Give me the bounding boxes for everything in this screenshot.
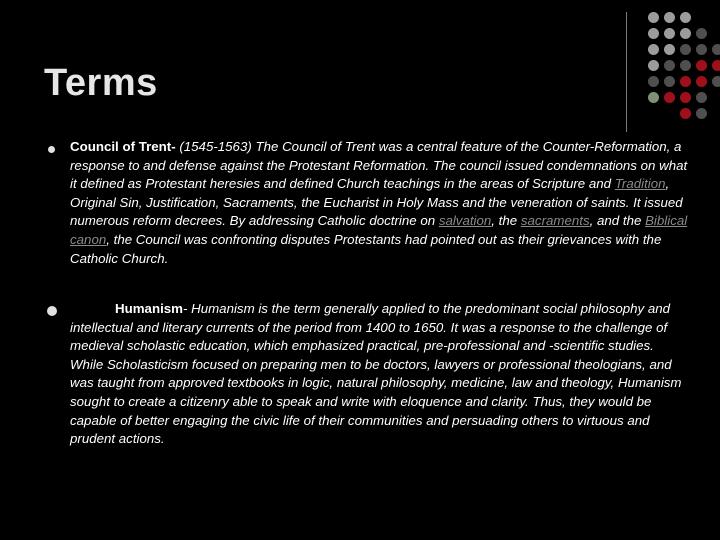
decor-dot: [696, 44, 707, 55]
slide-title: Terms: [44, 62, 158, 104]
bullet-humanism: [70, 300, 690, 449]
decor-dot: [664, 92, 675, 103]
decor-dot: [680, 108, 691, 119]
link-sacraments[interactable]: sacraments: [520, 213, 590, 229]
definition-text: , and the: [589, 213, 646, 229]
link-tradition[interactable]: Tradition: [614, 176, 666, 192]
decor-dot: [648, 60, 659, 71]
definition-text: , the: [491, 213, 521, 229]
link-biblical-canon[interactable]: Biblical canon: [70, 213, 688, 247]
bullet-council-of-trent: [70, 138, 690, 268]
decor-dot: [680, 76, 691, 87]
decor-dot: [696, 76, 707, 87]
decor-dot: [648, 44, 659, 55]
decor-dot: [696, 92, 707, 103]
definition-text: - Humanism is the term generally applied to the predominant social philosophy and intellectual and literary currents of the period from 1400 to 1650. It was a response to the challenge of medieval scholastic education, which emphasized practical, pre-professional and -scientific studies. While Scholasticism focused on preparing men to be doctors, lawyers or professional theologians, and was taught from approved textbooks in logic, natural philosophy, medicine, law and theology, Humanism sought to create a citizenry able to speak and write with eloquence and clarity. Thus, they would be capable of better engaging the civic life of their communities and persuading others to virtuous and prudent actions.: [70, 301, 682, 447]
decor-dot: [664, 76, 675, 87]
decor-dot: [712, 60, 720, 71]
definition-text: , the Council was confronting disputes Protestants had pointed out as their grievances with the Catholic Church.: [70, 231, 662, 266]
decor-dot: [680, 92, 691, 103]
decorative-dot-grid: [640, 12, 720, 112]
decor-dot: [680, 28, 691, 39]
decor-dot: [648, 28, 659, 39]
decor-dot: [696, 108, 707, 119]
bullet-dot: [48, 146, 55, 153]
decor-dot: [648, 76, 659, 87]
term-humanism: Humanism: [115, 301, 183, 316]
decor-dot: [664, 12, 675, 23]
decor-dot: [680, 60, 691, 71]
link-salvation[interactable]: salvation: [438, 213, 492, 229]
definition-text: (1545-1563) The Council of Trent was a central feature of the Counter-Reformation, a response to and defense against the Protestant Reformation. The council issued condemnations on what it defined as Protestant heresies and defined Church teachings in the areas of Scripture and: [70, 139, 688, 192]
decorative-divider: [626, 12, 627, 132]
term-council-of-trent: Council of Trent-: [70, 139, 176, 154]
decor-dot: [696, 60, 707, 71]
definition-text: , Original Sin, Justification, Sacraments, the Eucharist in Holy Mass and the veneration of saints. It issued numerous reform decrees. By addressing Catholic doctrine on: [70, 176, 683, 229]
decor-dot: [664, 28, 675, 39]
decor-dot: [648, 12, 659, 23]
decor-dot: [680, 44, 691, 55]
bullet-dot: [47, 306, 57, 316]
decor-dot: [696, 28, 707, 39]
decor-dot: [712, 76, 720, 87]
decor-dot: [664, 44, 675, 55]
decor-dot: [680, 12, 691, 23]
decor-dot: [648, 92, 659, 103]
decor-dot: [664, 60, 675, 71]
decor-dot: [712, 44, 720, 55]
